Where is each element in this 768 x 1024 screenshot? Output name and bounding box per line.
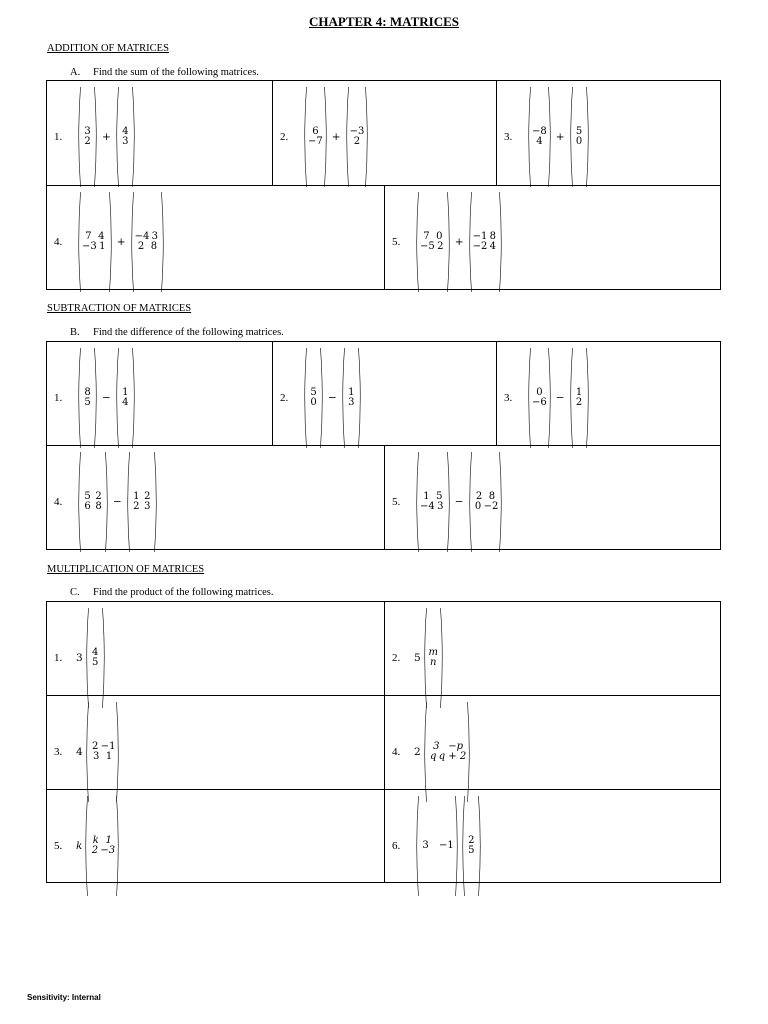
addition-instruction [70,67,259,78]
matrix-body [573,87,586,187]
instruction-letter: C. [70,587,80,598]
subtraction-heading: SUBTRACTION OF MATRICES [47,303,192,314]
matrix-entry: −4 [420,501,435,512]
matrix-row [473,502,499,512]
matrix-entry: 1 [105,751,113,762]
problem-number: 3. [504,392,513,404]
matrix-body [427,608,440,708]
matrix-entry: −5 [420,241,435,252]
matrix-expression [526,87,591,187]
right-paren [109,192,113,292]
matrix-entry: −4 [134,231,150,242]
matrix-body [307,348,320,448]
matrix-expression [302,348,363,448]
matrix-body [119,348,132,448]
matrix-entry: 0 [310,397,317,408]
matrix-entry: 1 [423,491,430,502]
matrix-body [88,796,116,896]
matrix [569,87,590,187]
matrix-entry: 6 [312,126,319,137]
matrix-row [308,137,323,147]
matrix-entry: 8 [489,231,496,242]
subtraction-problem-3[interactable] [497,342,720,445]
operator: + [555,131,565,143]
operator: + [454,236,464,248]
matrix-row [308,398,319,408]
right-paren [586,348,590,448]
right-paren [548,87,552,187]
right-paren [94,87,98,187]
right-paren [116,702,120,802]
right-paren [467,702,471,802]
matrix [345,87,370,187]
problem-number: 4. [392,746,401,758]
operator: + [116,236,126,248]
matrix-entry: 8 [488,491,496,502]
right-paren [440,608,444,708]
matrix-body [345,348,358,448]
matrix-row [135,242,161,252]
matrix-body [419,452,447,552]
matrix [468,192,504,292]
addition-problem-3[interactable] [497,81,720,185]
problem-number: 1. [54,392,63,404]
matrix [303,87,328,187]
matrix-row [89,846,115,856]
matrix-body [81,348,94,448]
instruction-letter: A. [70,67,81,78]
matrix-row [346,398,357,408]
matrix-row [574,137,585,147]
matrix-row [428,658,439,668]
multiplication-problem-4[interactable] [385,696,720,789]
matrix-entry: 4 [98,231,105,242]
matrix-entry: 7 [85,231,92,242]
matrix-body [427,702,468,802]
matrix [84,796,120,896]
matrix-entry: 1 [105,835,112,846]
right-paren [478,796,482,896]
matrix-entry: q + 2 [438,751,467,762]
scalar: 3 [76,652,83,664]
matrix-entry: 8 [84,387,91,398]
matrix [85,608,106,708]
right-paren [447,192,451,292]
right-paren [94,348,98,448]
matrix-entry: 0 [474,501,482,512]
matrix-expression [76,452,159,552]
matrix-entry: 3 [92,751,100,762]
matrix-entry: 4 [92,647,99,658]
row-matrix [415,796,459,896]
matrix [423,608,444,708]
matrix-entry: −2 [483,501,499,512]
matrix [461,796,482,896]
matrix [569,348,590,448]
matrix-entry: 3 [122,136,129,147]
matrix-expression [76,87,137,187]
right-paren [324,87,328,187]
matrix-entry: 2 [475,491,483,502]
matrix-entry: 4 [489,241,496,252]
matrix [423,702,472,802]
matrix-row [420,841,454,851]
matrix-entry: 2 [92,741,99,752]
problem-number: 5. [392,236,401,248]
matrix-body [134,192,162,292]
right-paren [365,87,369,187]
matrix-body [472,192,500,292]
matrix [341,348,362,448]
matrix-expression [76,796,121,896]
matrix-entry: 1 [99,241,106,252]
matrix-row [473,242,499,252]
matrix-entry: −6 [532,397,547,408]
matrix-body [89,608,102,708]
matrix-expression [76,702,121,802]
matrix-row [90,658,101,668]
matrix [77,87,98,187]
right-paren [105,452,109,552]
multiplication-problem-6[interactable] [385,790,720,882]
scalar: 5 [414,652,421,664]
matrix-entry: 5 [436,491,443,502]
right-paren [586,87,590,187]
matrix [77,348,98,448]
instruction-letter: B. [70,327,80,338]
right-paren [132,87,136,187]
problem-number: 6. [392,840,401,852]
subtraction-problem-2[interactable] [273,342,497,445]
instruction-text: Find the difference of the following matrices. [93,327,284,338]
matrix-entry: 3 [84,126,91,137]
matrix-entry: 3 [437,501,444,512]
multiplication-instruction [70,587,274,598]
matrix-row [532,137,547,147]
matrix-entry: −1 [100,741,116,752]
matrix-entry: 8 [150,241,158,252]
matrix-row [420,502,446,512]
matrix-body [419,796,455,896]
matrix-row [82,137,93,147]
matrix-expression [76,608,107,708]
multiplication-grid [46,601,721,883]
matrix-row [131,502,153,512]
matrix-entry: −8 [532,126,547,137]
page-title: CHAPTER 4: MATRICES [309,14,459,29]
matrix-expression [526,348,591,448]
problem-number: 2. [392,652,401,664]
matrix-row [82,398,93,408]
matrix [468,452,504,552]
matrix-entry: 2 [95,491,102,502]
matrix-entry: 1 [348,387,355,398]
matrix-entry: 2 [468,835,475,846]
problem-number: 5. [392,496,401,508]
matrix-entry: q [429,751,437,762]
operator: + [331,131,341,143]
matrix-entry: 5 [84,491,91,502]
matrix-entry: 1 [122,387,129,398]
matrix-entry: 3 [144,501,151,512]
matrix-row [120,137,131,147]
matrix-row [120,398,131,408]
sensitivity-label: Sensitivity: Internal [27,993,101,1002]
matrix-entry: 2 [575,397,583,408]
scalar: k [76,840,83,852]
matrix-row [82,242,108,252]
multiplication-problem-1[interactable] [47,602,385,695]
matrix-entry: 3 [433,741,440,752]
matrix-entry: 3 [348,397,355,408]
matrix-body [349,87,366,187]
right-paren [116,796,120,896]
matrix-entry: 2 [84,136,91,147]
operator: − [555,392,565,404]
matrix-body [130,452,154,552]
matrix-entry: 5 [310,387,317,398]
matrix-row [532,398,547,408]
right-paren [358,348,362,448]
operator: − [113,496,122,508]
matrix-entry: k [92,835,99,846]
matrix-entry: −3 [349,126,365,137]
matrix-expression [302,87,370,187]
matrix-body [465,796,478,896]
matrix-entry: −2 [472,241,488,252]
operator: − [454,496,464,508]
matrix-entry: 2 [437,241,444,252]
matrix [77,452,109,552]
addition-problem-4[interactable] [47,186,385,290]
matrix-body [119,87,132,187]
matrix-entry: 4 [122,397,129,408]
matrix [85,702,121,802]
matrix-row [574,398,585,408]
matrix-expression [76,348,137,448]
matrix-entry: 5 [84,397,91,408]
matrix-body [472,452,500,552]
matrix-entry: 3 [422,840,429,851]
matrix [126,452,158,552]
matrix-entry: 0 [575,136,583,147]
matrix [527,348,552,448]
matrix-body [89,702,117,802]
right-paren [499,452,503,552]
right-paren [455,796,459,896]
right-paren [102,608,106,708]
matrix-entry: −7 [308,136,323,147]
matrix-body [81,87,94,187]
matrix-body [531,87,548,187]
addition-problem-2[interactable] [273,81,497,185]
subtraction-grid [46,341,721,550]
matrix-entry: 5 [468,845,475,856]
matrix-expression [414,702,472,802]
matrix-row [420,242,446,252]
right-paren [161,192,165,292]
addition-problem-5[interactable] [385,186,720,290]
matrix-body [307,87,324,187]
matrix-entry: m [428,647,438,658]
matrix-body [531,348,548,448]
matrix-body [81,452,105,552]
matrix-entry: 5 [92,657,99,668]
operator: − [328,392,337,404]
matrix-entry: −3 [100,845,116,856]
subtraction-problem-4[interactable] [47,446,385,550]
problem-number: 4. [54,496,63,508]
matrix-body [81,192,109,292]
matrix-expression [414,192,504,292]
matrix [77,192,113,292]
multiplication-heading: MULTIPLICATION OF MATRICES [47,564,205,575]
problem-number: 3. [54,746,63,758]
matrix [303,348,324,448]
matrix-row [466,846,477,856]
scalar: 4 [76,746,83,758]
matrix-entry: 4 [122,126,129,137]
matrix-entry: −p [448,741,463,752]
matrix-expression [76,192,166,292]
matrix [115,348,136,448]
matrix-entry: 1 [133,491,140,502]
matrix-expression [414,796,483,896]
matrix-entry: n [429,657,437,668]
matrix [130,192,166,292]
problem-number: 1. [54,131,63,143]
matrix [527,87,552,187]
addition-heading: ADDITION OF MATRICES [47,43,169,54]
matrix-row [428,752,467,762]
problem-number: 2. [280,392,289,404]
problem-number: 3. [504,131,513,143]
scalar: 2 [414,746,421,758]
matrix-entry: −1 [439,840,454,851]
matrix-row [90,752,116,762]
right-paren [548,348,552,448]
multiplication-problem-2[interactable] [385,602,720,695]
matrix-entry: 2 [137,241,145,252]
right-paren [320,348,324,448]
matrix-expression [414,452,504,552]
multiplication-problem-3[interactable] [47,696,385,789]
matrix-entry: −1 [472,231,488,242]
operator: − [102,392,111,404]
problem-number: 4. [54,236,63,248]
matrix-entry: 3 [151,231,158,242]
matrix-entry: 2 [353,136,361,147]
subtraction-problem-1[interactable] [47,342,273,445]
matrix-entry: 5 [575,126,583,137]
matrix-entry: 7 [423,231,430,242]
matrix-entry: 6 [84,501,91,512]
matrix-entry: 0 [536,387,543,398]
matrix-entry: 8 [95,501,102,512]
matrix [115,87,136,187]
multiplication-problem-5[interactable] [47,790,385,882]
right-paren [132,348,136,448]
subtraction-problem-5[interactable] [385,446,720,550]
matrix-entry: 2 [144,491,151,502]
right-paren [499,192,503,292]
matrix-body [573,348,586,448]
operator: + [102,131,111,143]
matrix-expression [414,608,445,708]
matrix-entry: 1 [575,387,583,398]
problem-number: 1. [54,652,63,664]
problem-number: 2. [280,131,289,143]
matrix [415,192,451,292]
instruction-text: Find the sum of the following matrices. [93,67,259,78]
addition-problem-1[interactable] [47,81,273,185]
matrix-entry: −3 [82,241,97,252]
right-paren [154,452,158,552]
matrix-body [419,192,447,292]
instruction-text: Find the product of the following matrices. [93,587,274,598]
matrix-entry: 4 [536,136,543,147]
right-paren [447,452,451,552]
addition-grid [46,80,721,290]
matrix-entry: 2 [133,501,140,512]
matrix-row [82,502,104,512]
problem-number: 5. [54,840,63,852]
matrix [415,452,451,552]
subtraction-instruction [70,327,284,338]
matrix-row [350,137,365,147]
matrix-entry: 2 [91,845,99,856]
matrix-entry: 0 [436,231,443,242]
